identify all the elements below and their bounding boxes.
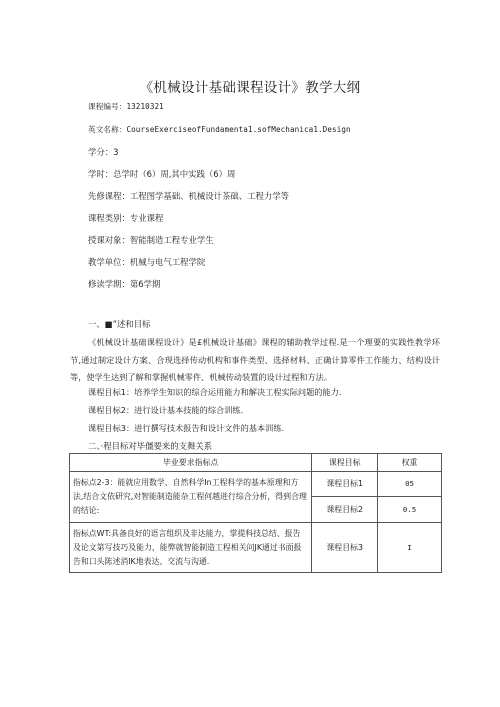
- document-title: 《机械设计基础课程设计》教学大纲: [139, 80, 361, 96]
- audience: 授课对象：智能制造工程专业学生: [88, 235, 214, 245]
- header-requirement: 毕业要求指标点: [70, 454, 312, 472]
- goal-cell: 课程目标1: [312, 472, 378, 497]
- goal-cell: 课程目标2: [312, 496, 378, 522]
- table-header-row: [70, 454, 442, 472]
- weight-cell: 05: [378, 472, 442, 497]
- goal-cell: 课程目标3: [312, 523, 378, 573]
- section-2-heading: 二、·程目标对毕僵要来的支舞关系: [88, 441, 213, 451]
- header-weight: 权重: [378, 454, 442, 472]
- prerequisites: 先修课程：工程图学基础、机械设计茶础、工程力学等: [88, 191, 289, 201]
- course-category: 课程类别：专业课程: [88, 213, 164, 223]
- teaching-unit: 教学单位：机械与电气工程学院: [88, 257, 206, 267]
- class-hours: 学时：总学时（6）周,其中实践（6）周: [88, 169, 236, 179]
- header-goal: 课程目标: [312, 454, 378, 472]
- weight-cell: I: [378, 523, 442, 573]
- course-goal-1: 课程目标1：培养学生知识的综合运用能力和解决工程实际问题的能力.: [88, 387, 342, 397]
- table-row: [70, 523, 442, 573]
- overview-paragraph: 《机械设计基础课程设计》是£机械设计基础》课程的辅助教学过程.是一个理要的实践性教学环节,通过制定设计方案、合现选择传动机构和事件类型、选择材料、正确计算零件工作能力、结构设计等，使学生达到了解和掌握机械零件、机械传动装置的设计过程和方法。: [70, 337, 440, 382]
- weight-cell: 0.5: [378, 496, 442, 522]
- english-name: 英文名称：CourseExerciseofFundamenta1.sofMechanica1.Design: [88, 125, 351, 134]
- support-table: [69, 453, 442, 573]
- course-goal-2: 课程目标2：进行设计基本技能的综合训练.: [88, 405, 244, 415]
- table-row: [70, 472, 442, 497]
- semester: 修读学期：第6学期: [88, 279, 161, 289]
- requirement-cell: 指标点2-3：能就应用数学、自然科学In工程科学的基本原理和方法,结合文依研究,对智能制造能杂工程何越进行综合分析，得到合理的结论:: [70, 472, 312, 523]
- credits: 学分：3: [88, 147, 119, 157]
- course-code: 课程编号：13210321: [88, 102, 164, 111]
- course-goal-3: 课程目标3：进行撰写技术报告和设计文件的基本训练.: [88, 423, 285, 433]
- section-1-heading: 一、■”述和目标: [88, 319, 151, 329]
- requirement-cell: 指标点WT:具备良好的语言组织及非达能力，掌提科技总结、报告及论文第写技巧及能力，能弊就智能制造工程相关问JK通过书面报告和口头陈述消IK地表达、交流与沟通.: [70, 523, 312, 573]
